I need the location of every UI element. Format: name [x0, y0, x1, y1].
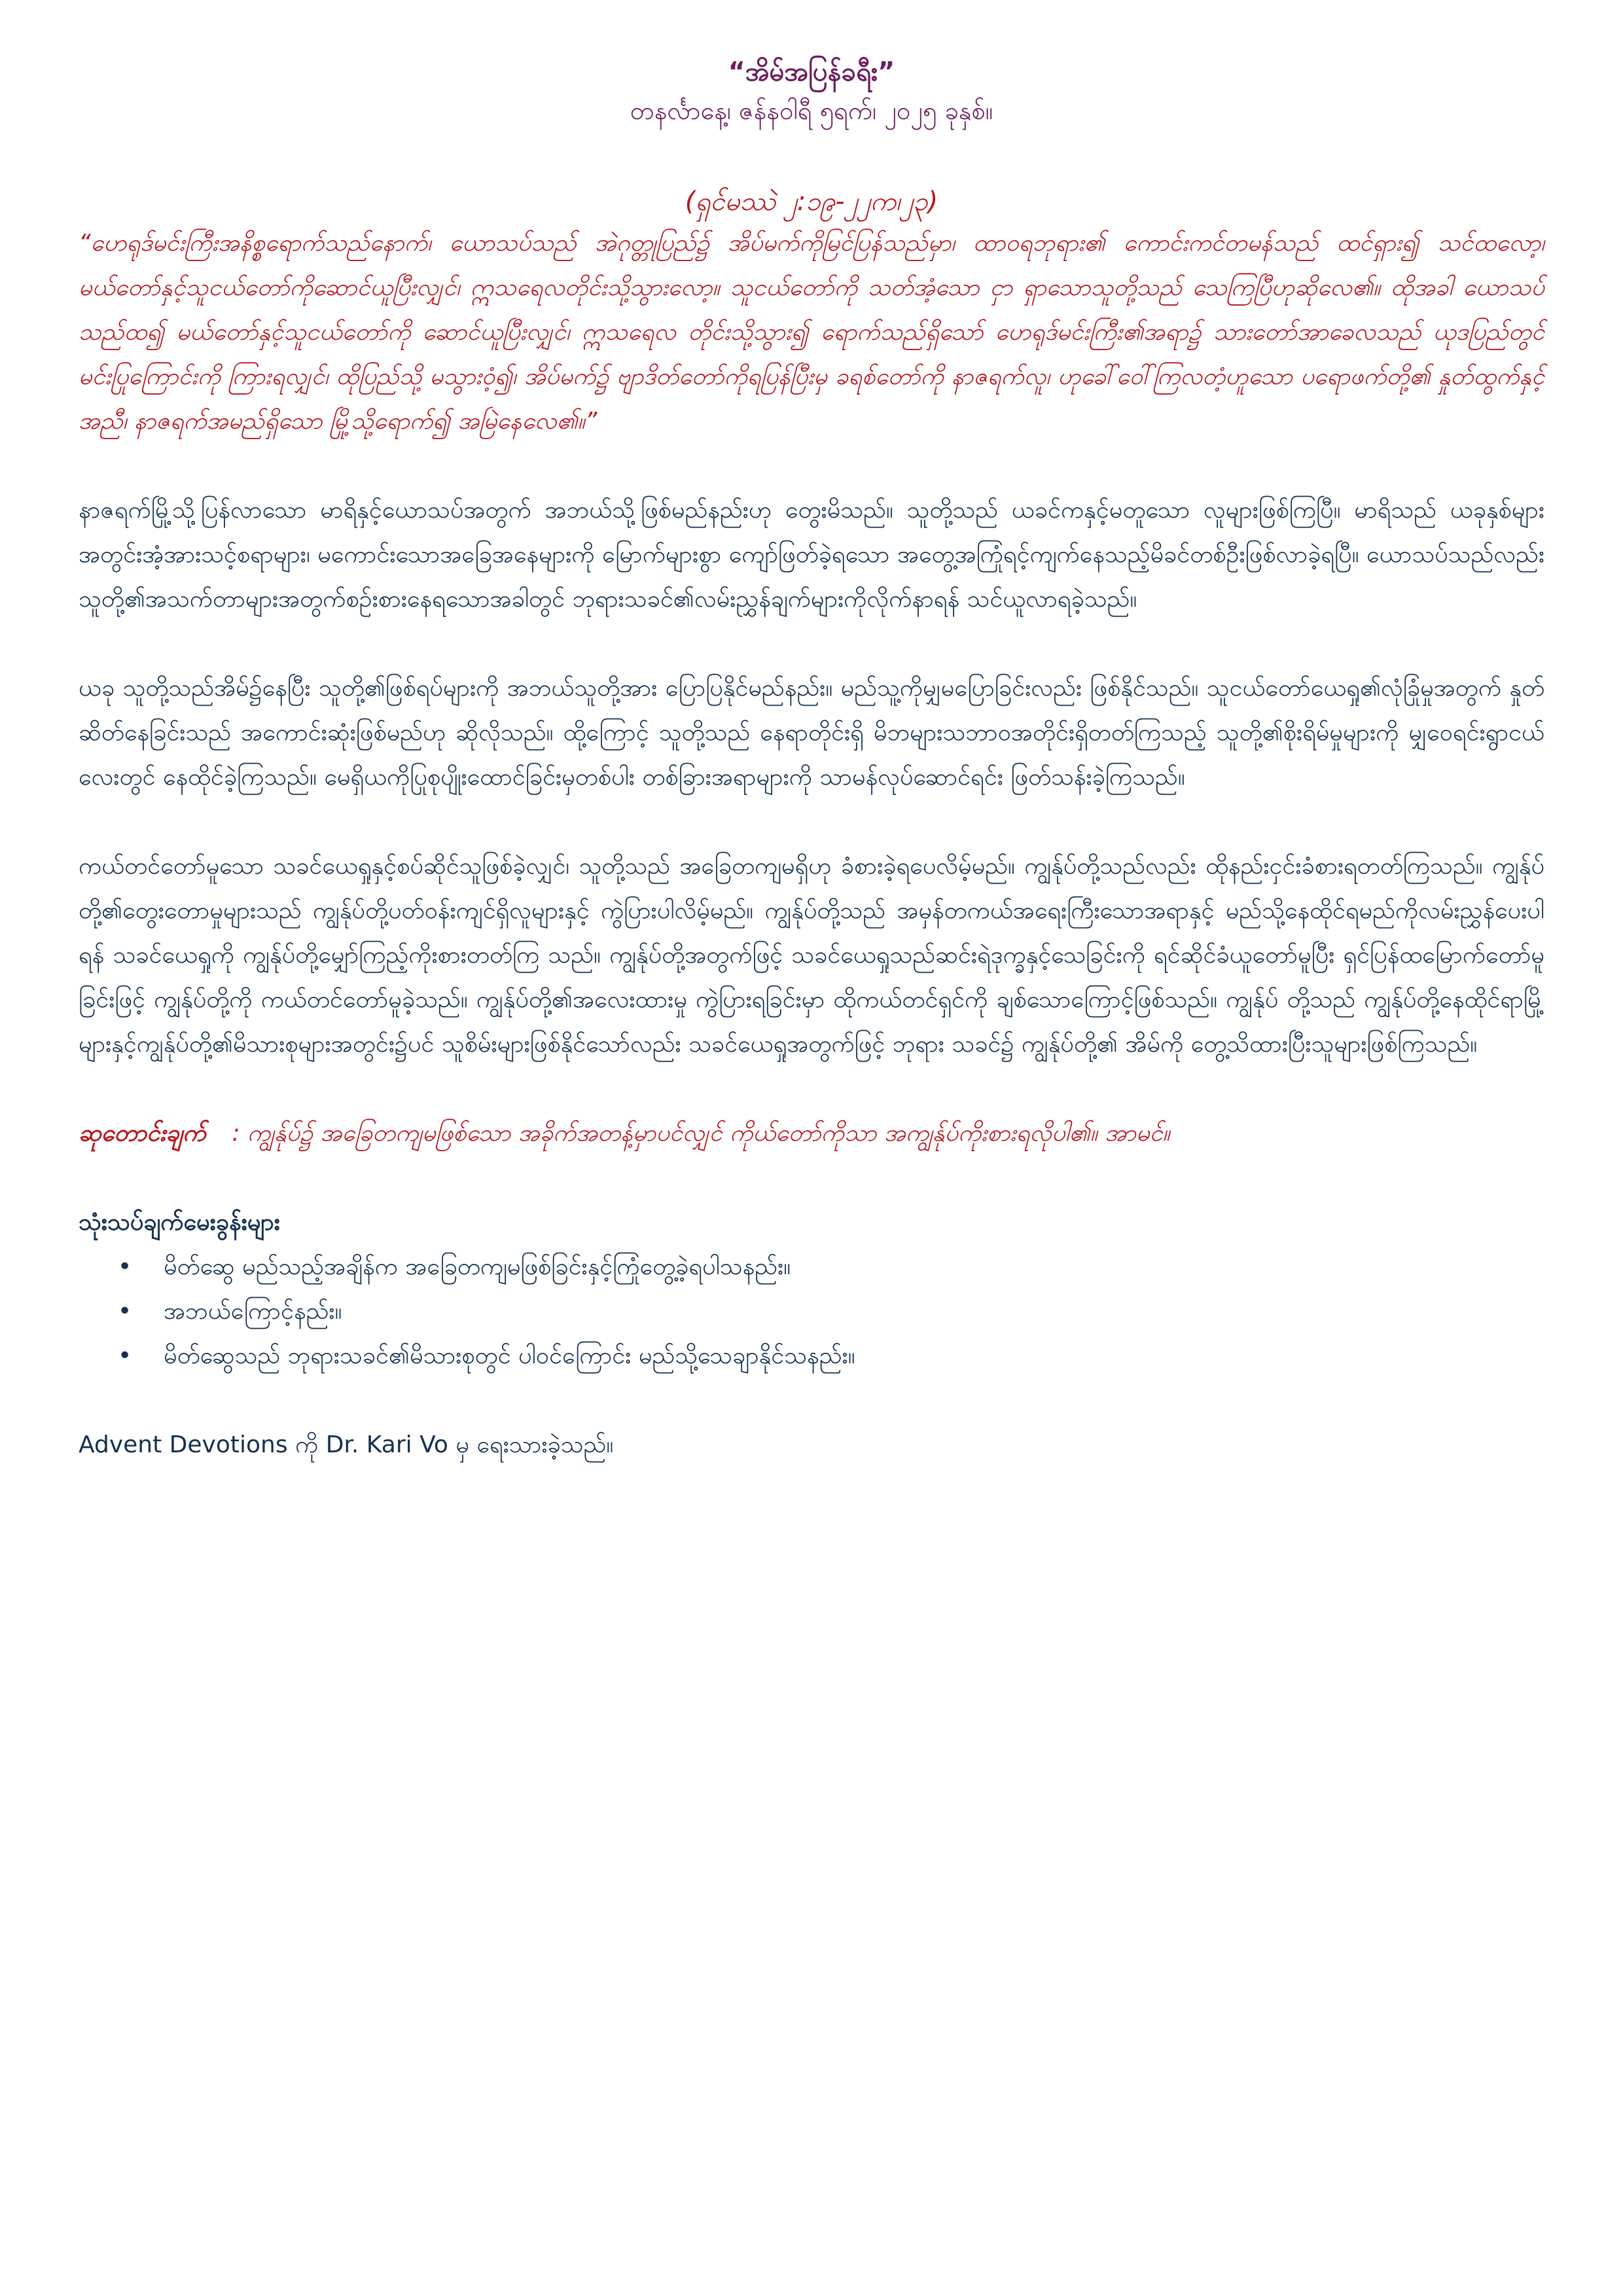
bullet-icon: •: [118, 1298, 132, 1325]
question-text: မိတ်ဆွေသည် ဘုရားသခင်၏မိသားစုတွင် ပါဝင်ကြောင်း မည်သို့သေချာနိုင်သနည်း။: [164, 1342, 855, 1369]
body-paragraph-2: ယခု သူတို့သည်အိမ်၌နေပြီး သူတို့၏ဖြစ်ရပ်များကို အဘယ်သူတို့အား ပြောပြနိုင်မည်နည်း။ မည်သူ့ကိုမျှမပြောခြင်းလည်း ဖြစ်နိုင်သည်။ သူငယ်တော်ယေရှု၏လုံခြုံမှုအတွက် နှုတ်ဆိတ်နေခြင်းသည် အကောင်းဆုံးဖြစ်မည်ဟု ဆိုလိုသည်။ ထို့ကြောင့် သူတို့သည် နေရာတိုင်းရှိ မိဘများသဘာဝအတိုင်းရှိတတ်ကြသည့် သူတို့၏စိုးရိမ်မှုများကို မျှဝေရင်းရွာငယ်လေးတွင် နေထိုင်ခဲ့ကြသည်။ မေရှိယကိုပြုစုပျိုးထောင်ခြင်းမှတစ်ပါး တစ်ခြားအရာများကို သာမန်လုပ်ဆောင်ရင်း ဖြတ်သန်းခဲ့ကြသည်။: [79, 675, 1544, 791]
list-item: [118, 1334, 1544, 1378]
question-text: အဘယ်ကြောင့်နည်း။: [164, 1298, 342, 1325]
question-text: မိတ်ဆွေ မည်သည့်အချိန်က အခြေတကျမဖြစ်ခြင်းနှင့်ကြုံတွေ့ခဲ့ရပါသနည်း။: [164, 1253, 791, 1280]
author-credit: Advent Devotions ကို Dr. Kari Vo မှ ရေးသားခဲ့သည်။: [79, 1431, 614, 1458]
list-item: [118, 1245, 1544, 1289]
body-paragraph-3: ကယ်တင်တော်မူသော သခင်ယေရှုနှင့်စပ်ဆိုင်သူဖြစ်ခဲ့လျှင်၊ သူတို့သည် အခြေတကျမရှိဟု ခံစားခဲ့ရပေလိမ့်မည်။ ကျွန်ုပ်တို့သည်လည်း ထိုနည်းငှင်းခံစားရတတ်ကြသည်။ ကျွန်ုပ်တို့၏တွေးတောမှုများသည် ကျွန်ုပ်တို့ပတ်ဝန်းကျင်ရှိလူများနှင့် ကွဲပြားပါလိမ့်မည်။ ကျွန်ုပ်တို့သည် အမှန်တကယ်အရေးကြီးသောအရာနှင့် မည်သို့နေထိုင်ရမည်ကိုလမ်းညွှန်ပေးပါရန် သခင်ယေရှုကို ကျွန်ုပ်တို့မျှော်ကြည့်ကိုးစားတတ်ကြ သည်။ ကျွန်ုပ်တို့အတွက်ဖြင့် သခင်ယေရှုသည်ဆင်းရဲဒုက္ခနှင့်သေခြင်းကို ရင်ဆိုင်ခံယူတော်မူပြီး ရှင်ပြန်ထမြောက်တော်မူခြင်းဖြင့် ကျွန်ုပ်တို့ကို ကယ်တင်တော်မူခဲ့သည်။ ကျွန်ုပ်တို့၏အလေးထားမှု ကွဲပြားရခြင်းမှာ ထိုကယ်တင်ရှင်ကို ချစ်သောကြောင့်ဖြစ်သည်။ ကျွန်ုပ် တို့သည် ကျွန်ုပ်တို့နေထိုင်ရာမြို့များနှင့်ကျွန်ုပ်တို့၏မိသားစုများအတွင်း၌ပင် သူစိမ်းများဖြစ်နိုင်သော်လည်း သခင်ယေရှုအတွက်ဖြင့် ဘုရား သခင်၌ ကျွန်ုပ်တို့၏ အိမ်ကို တွေ့သိထားပြီးသူများဖြစ်ကြသည်။: [79, 853, 1544, 1058]
scripture-text: “ဟေရုဒ်မင်းကြီးအနိစ္စရောက်သည်နောက်၊ ယောသပ်သည် အဲဂုတ္တုပြည်၌ အိပ်မက်ကိုမြင်ပြန်သည်မှာ၊ ထာဝရဘုရား၏ ကောင်းကင်တမန်သည် ထင်ရှား၍ သင်ထလော့၊ မယ်တော်နှင့်သူငယ်တော်ကိုဆောင်ယူပြီးလျှင်၊ ဣသရေလတိုင်းသို့သွားလော့။ သူငယ်တော်ကို သတ်အံ့သော ငှာ ရှာသောသူတို့သည် သေကြပြီဟုဆိုလေ၏။ ထိုအခါ ယောသပ်သည်ထ၍ မယ်တော်နှင့်သူငယ်တော်ကို ဆောင်ယူပြီးလျှင်၊ ဣသရေလ တိုင်းသို့သွား၍ ရောက်သည်ရှိသော် ဟေရုဒ်မင်းကြီး၏အရာ၌ သားတော်အာခေလသည် ယုဒပြည်တွင် မင်းပြုကြောင်းကို ကြားရလျှင်၊ ထိုပြည်သို့ မသွားဝံ့၍၊ အိပ်မက်၌ ဗျာဒိတ်တော်ကိုရပြန်ပြီးမှ ခရစ်တော်ကို နာဇရက်လူ၊ ဟုခေါ်ဝေါ်ကြလတံ့ဟူသော ပရောဖက်တို့၏ နှုတ်ထွက်နှင့်အညီ၊ နာဇရက်အမည်ရှိသော မြို့သို့ရောက်၍ အမြဲနေလေ၏။”: [79, 230, 1544, 435]
scripture-reference: (ရှင်မဿဲ ၂:၁၉-၂၂က၊၂၃): [685, 187, 938, 217]
page-title: “အိမ်အပြန်ခရီး”: [728, 57, 895, 87]
date-line: တနင်္လာနေ့၊ ဇန်နဝါရီ ၅ရက်၊ ၂၀၂၅ ခုနှစ်။: [630, 96, 993, 125]
questions-title: သုံးသပ်ချက်မေးခွန်းများ: [79, 1209, 280, 1236]
body-paragraph-1: နာဇရက်မြို့သို့ပြန်လာသော မာရိနှင့်ယောသပ်အတွက် အဘယ်သို့ဖြစ်မည်နည်းဟု တွေးမိသည်။ သူတို့သည် ယခင်ကနှင့်မတူသော လူများဖြစ်ကြပြီ။ မာရိသည် ယခုနှစ်များအတွင်းအံ့အားသင့်စရာများ၊ မကောင်းသောအခြေအနေများကို မြောက်များစွာ ကျော်ဖြတ်ခဲ့ရသော အတွေ့အကြုံရင့်ကျက်နေသည့်မိခင်တစ်ဦးဖြစ်လာခဲ့ရပြီ။ ယောသပ်သည်လည်းသူတို့၏အသက်တာများအတွက်စဉ်းစားနေရသောအခါတွင် ဘုရားသခင်၏လမ်းညွှန်ချက်များကိုလိုက်နာရန် သင်ယူလာရခဲ့သည်။: [79, 497, 1544, 613]
prayer-label: ဆုတောင်းချက်: [79, 1120, 206, 1147]
list-item: [118, 1289, 1544, 1334]
devotional-page: [79, 52, 1544, 1467]
bullet-icon: •: [118, 1342, 132, 1369]
questions-list: [79, 1245, 1544, 1378]
prayer: [79, 1111, 1544, 1156]
bullet-icon: •: [118, 1253, 132, 1280]
prayer-text: : ကျွန်ုပ်၌ အခြေတကျမဖြစ်သော အခိုက်အတန့်မှာပင်လျှင် ကိုယ်တော်ကိုသာ အကျွန်ုပ်ကိုးစားရလိုပါ၏။ အာမင်။: [232, 1120, 1170, 1147]
